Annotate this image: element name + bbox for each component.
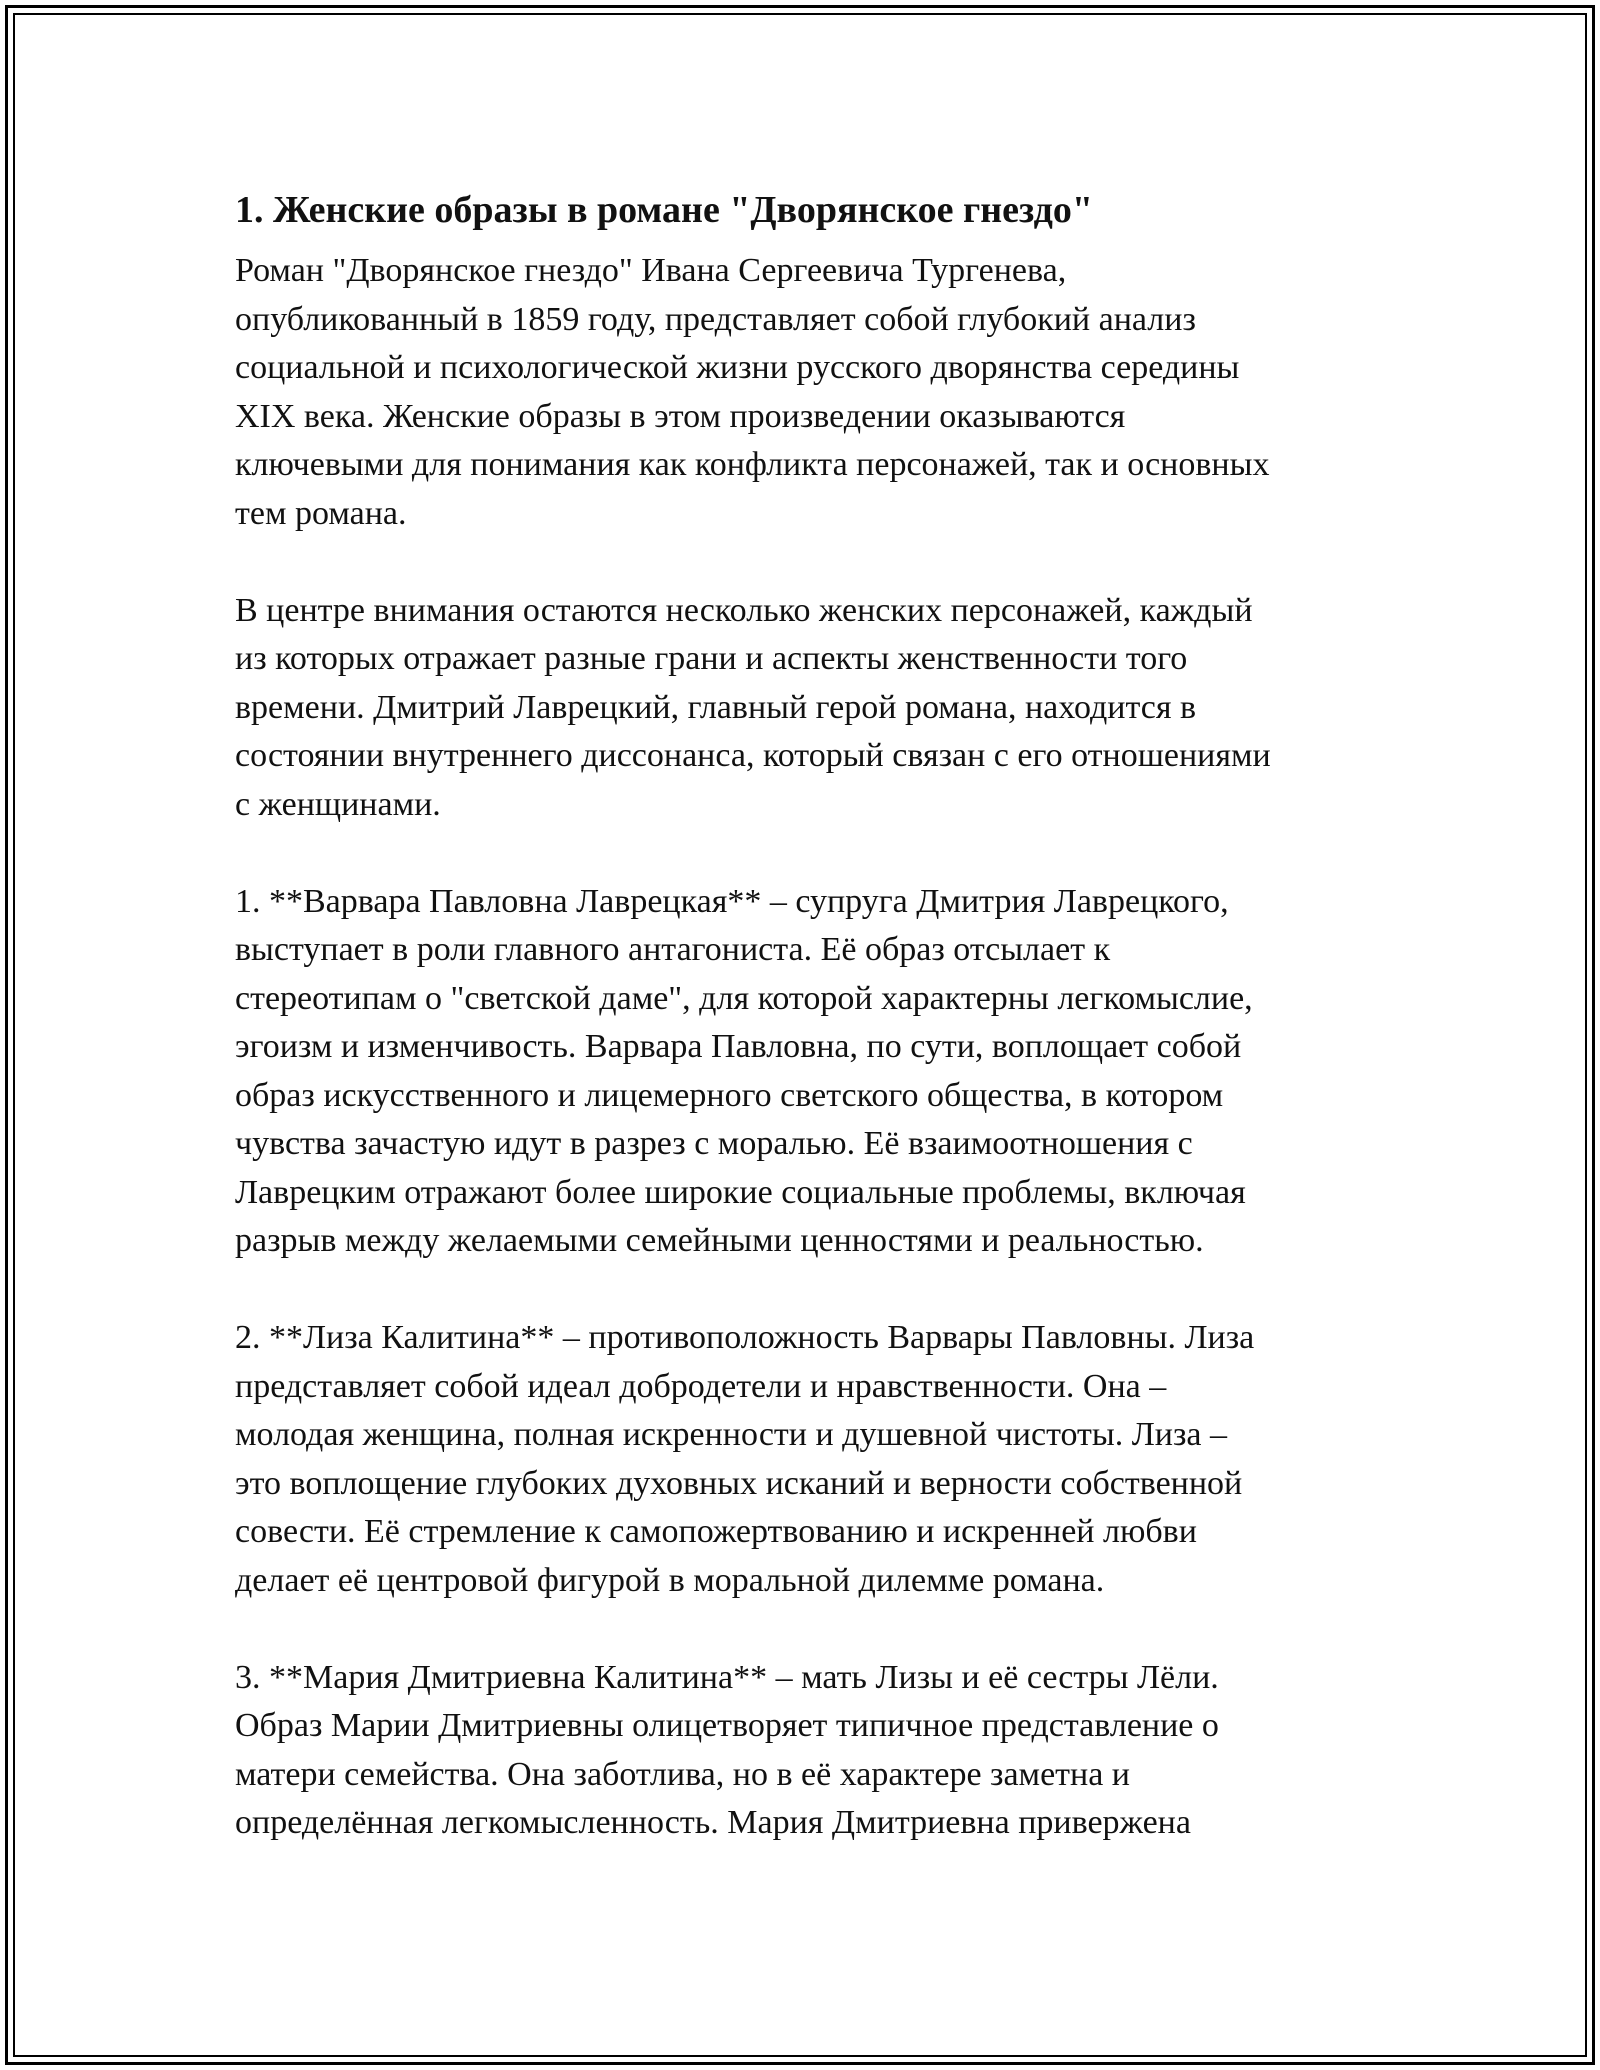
text-line: выступает в роли главного антагониста. Её образ отсылает к — [235, 931, 1111, 968]
text-line: это воплощение глубоких духовных исканий и верности собственной — [235, 1464, 1243, 1502]
text-line: тем романа. — [235, 494, 407, 532]
text-line: ключевыми для понимания как конфликта персонажей, так и основных — [235, 446, 1270, 483]
paragraph-varvara — [235, 878, 1375, 1266]
text-line: социальной и психологической жизни русского дворянства середины — [235, 349, 1240, 386]
text-line: Образ Марии Дмитриевны олицетворяет типичное представление о — [235, 1707, 1219, 1744]
text-line: с женщинами. — [235, 785, 441, 823]
text-line: из которых отражает разные грани и аспекты женственности того — [235, 640, 1188, 677]
text-line: чувства зачастую идут в разрез с моралью. Её взаимоотношения с — [235, 1125, 1193, 1162]
text-line: состоянии внутреннего диссонанса, который связан с его отношениями — [235, 737, 1271, 774]
text-line: 2. **Лиза Калитина** – противоположность Варвары Павловны. Лиза — [235, 1319, 1255, 1356]
text-line: совести. Её стремление к самопожертвованию и искренней любви — [235, 1513, 1197, 1550]
text-line: 3. **Мария Дмитриевна Калитина** – мать Лизы и её сестры Лёли. — [235, 1658, 1219, 1696]
text-line: образ искусственного и лицемерного светского общества, в котором — [235, 1076, 1224, 1114]
text-line: делает её центровой фигурой в моральной дилемме романа. — [235, 1561, 1105, 1599]
text-line: 1. **Варвара Павловна Лаврецкая** – супруга Дмитрия Лаврецкого, — [235, 882, 1229, 920]
document-body — [235, 185, 1375, 1896]
document-title: 1. Женские образы в романе "Дворянское гнездо" — [235, 189, 1093, 231]
text-line: определённая легкомысленность. Мария Дмитриевна привержена — [235, 1804, 1191, 1841]
text-line: времени. Дмитрий Лаврецкий, главный герой романа, находится в — [235, 688, 1197, 726]
paragraph-maria — [235, 1654, 1375, 1848]
text-line: XIX века. Женские образы в этом произведении оказываются — [235, 397, 1126, 435]
text-line: представляет собой идеал добродетели и нравственности. Она – — [235, 1367, 1167, 1405]
text-line: эгоизм и изменчивость. Варвара Павловна, по сути, воплощает собой — [235, 1028, 1242, 1065]
paragraph-intro — [235, 247, 1375, 538]
text-line: разрыв между желаемыми семейными ценностями и реальностью. — [235, 1222, 1204, 1259]
text-line: Лаврецким отражают более широкие социальные проблемы, включая — [235, 1173, 1246, 1211]
text-line: Роман "Дворянское гнездо" Ивана Сергеевича Тургенева, — [235, 252, 1067, 289]
text-line: В центре внимания остаются несколько женских персонажей, каждый — [235, 591, 1253, 629]
paragraph-liza — [235, 1314, 1375, 1605]
paragraph-characters-overview — [235, 587, 1375, 830]
text-line: опубликованный в 1859 году, представляет собой глубокий анализ — [235, 300, 1196, 338]
text-line: матери семейства. Она заботлива, но в её характере заметна и — [235, 1755, 1131, 1793]
text-line: стереотипам о "светской даме", для которой характерны легкомыслие, — [235, 979, 1253, 1017]
text-line: молодая женщина, полная искренности и душевной чистоты. Лиза – — [235, 1416, 1228, 1453]
